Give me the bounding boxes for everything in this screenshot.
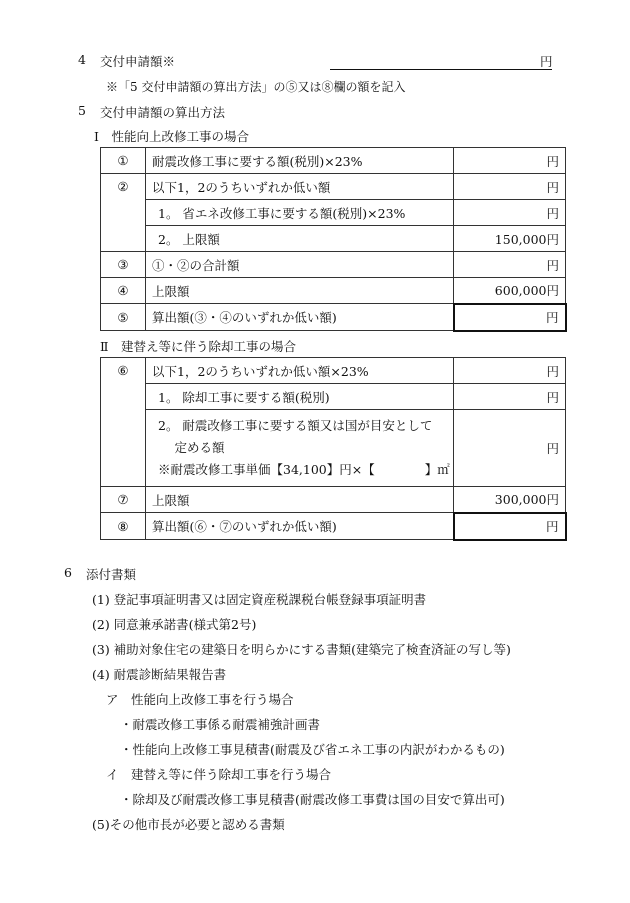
section6-number: 6: [64, 565, 72, 580]
amount-field: 300,000円: [454, 487, 566, 513]
unit-price-note[interactable]: ※耐震改修工事単価【34,100】円×【 】㎡: [158, 462, 450, 477]
amount-field[interactable]: 円: [454, 174, 566, 200]
section4-number: 4: [78, 52, 86, 67]
section4-unit: 円: [540, 54, 553, 69]
table-row: [101, 384, 566, 410]
attachment-item: (5)その他市長が必要と認める書類: [92, 817, 285, 832]
attachment-item: (2) 同意兼承諾書(様式第2号): [92, 617, 257, 632]
table-row: [101, 487, 566, 513]
row-number: ①: [101, 148, 146, 174]
table-row: [101, 513, 566, 540]
row-label-line: 定める額: [158, 440, 225, 455]
row-number: ⑦: [101, 487, 146, 513]
row-number: ③: [101, 252, 146, 278]
amount-input-line[interactable]: [330, 69, 552, 70]
amount-field[interactable]: 円: [454, 410, 566, 487]
row-number: ⑥: [101, 358, 146, 487]
row-label: 以下1，2のうちいずれか低い額: [146, 174, 454, 200]
row-label: 算出額(⑥・⑦のいずれか低い額): [146, 513, 454, 540]
attachment-subheading: イ 建替え等に伴う除却工事を行う場合: [106, 767, 332, 782]
part1-heading: Ⅰ 性能向上改修工事の場合: [94, 129, 249, 144]
row-label-multiline: [146, 410, 454, 487]
attachment-subitem: ・除却及び耐震改修工事見積書(耐震改修工事費は国の目安で算出可): [120, 792, 505, 807]
table-row: [101, 226, 566, 252]
amount-field[interactable]: 円: [454, 384, 566, 410]
amount-field[interactable]: 円: [454, 358, 566, 384]
attachment-subitem: ・性能向上改修工事見積書(耐震及び省エネ工事の内訳がわかるもの): [120, 742, 505, 757]
attachment-subheading: ア 性能向上改修工事を行う場合: [106, 692, 294, 707]
table-row: [101, 278, 566, 304]
row-label: 耐震改修工事に要する額(税別)×23%: [146, 148, 454, 174]
row-label: 1。 省エネ改修工事に要する額(税別)×23%: [146, 200, 454, 226]
row-label: ①・②の合計額: [146, 252, 454, 278]
row-label: 以下1，2のうちいずれか低い額×23%: [146, 358, 454, 384]
row-label-line: 2。 耐震改修工事に要する額又は国が目安として: [158, 418, 433, 433]
result-amount-field[interactable]: 円: [454, 304, 566, 331]
row-number: ④: [101, 278, 146, 304]
row-label: 上限額: [146, 487, 454, 513]
attachment-item: (4) 耐震診断結果報告書: [92, 667, 227, 682]
section4-title: 交付申請額※: [100, 54, 176, 69]
amount-field[interactable]: 円: [454, 200, 566, 226]
table-row: [101, 358, 566, 384]
attachment-item: (1) 登記事項証明書又は固定資産税課税台帳登録事項証明書: [92, 592, 427, 607]
row-number: ⑤: [101, 304, 146, 331]
table-row: [101, 174, 566, 200]
section5-number: 5: [78, 103, 86, 118]
row-label: 算出額(③・④のいずれか低い額): [146, 304, 454, 331]
row-number: ②: [101, 174, 146, 252]
amount-field[interactable]: 円: [454, 252, 566, 278]
amount-field: 150,000円: [454, 226, 566, 252]
section4-note: ※「5 交付申請額の算出方法」の⑤又は⑧欄の額を記入: [106, 80, 406, 94]
row-label: 上限額: [146, 278, 454, 304]
attachment-subitem: ・耐震改修工事係る耐震補強計画書: [120, 717, 321, 732]
row-label: 1。 除却工事に要する額(税別): [146, 384, 454, 410]
amount-field[interactable]: 円: [454, 148, 566, 174]
table-row: [101, 148, 566, 174]
table-row: [101, 252, 566, 278]
calc-table-1: [100, 147, 567, 332]
amount-field: 600,000円: [454, 278, 566, 304]
section5-title: 交付申請額の算出方法: [100, 105, 226, 120]
table-row: [101, 200, 566, 226]
result-amount-field[interactable]: 円: [454, 513, 566, 540]
table-row: [101, 410, 566, 487]
table-row: [101, 304, 566, 331]
calc-table-2: [100, 357, 567, 541]
section6-title: 添付書類: [86, 567, 137, 582]
row-label: 2。 上限額: [146, 226, 454, 252]
row-number: ⑧: [101, 513, 146, 540]
attachment-item: (3) 補助対象住宅の建築日を明らかにする書類(建築完了検査済証の写し等): [92, 642, 511, 657]
part2-heading: Ⅱ 建替え等に伴う除却工事の場合: [100, 339, 296, 354]
